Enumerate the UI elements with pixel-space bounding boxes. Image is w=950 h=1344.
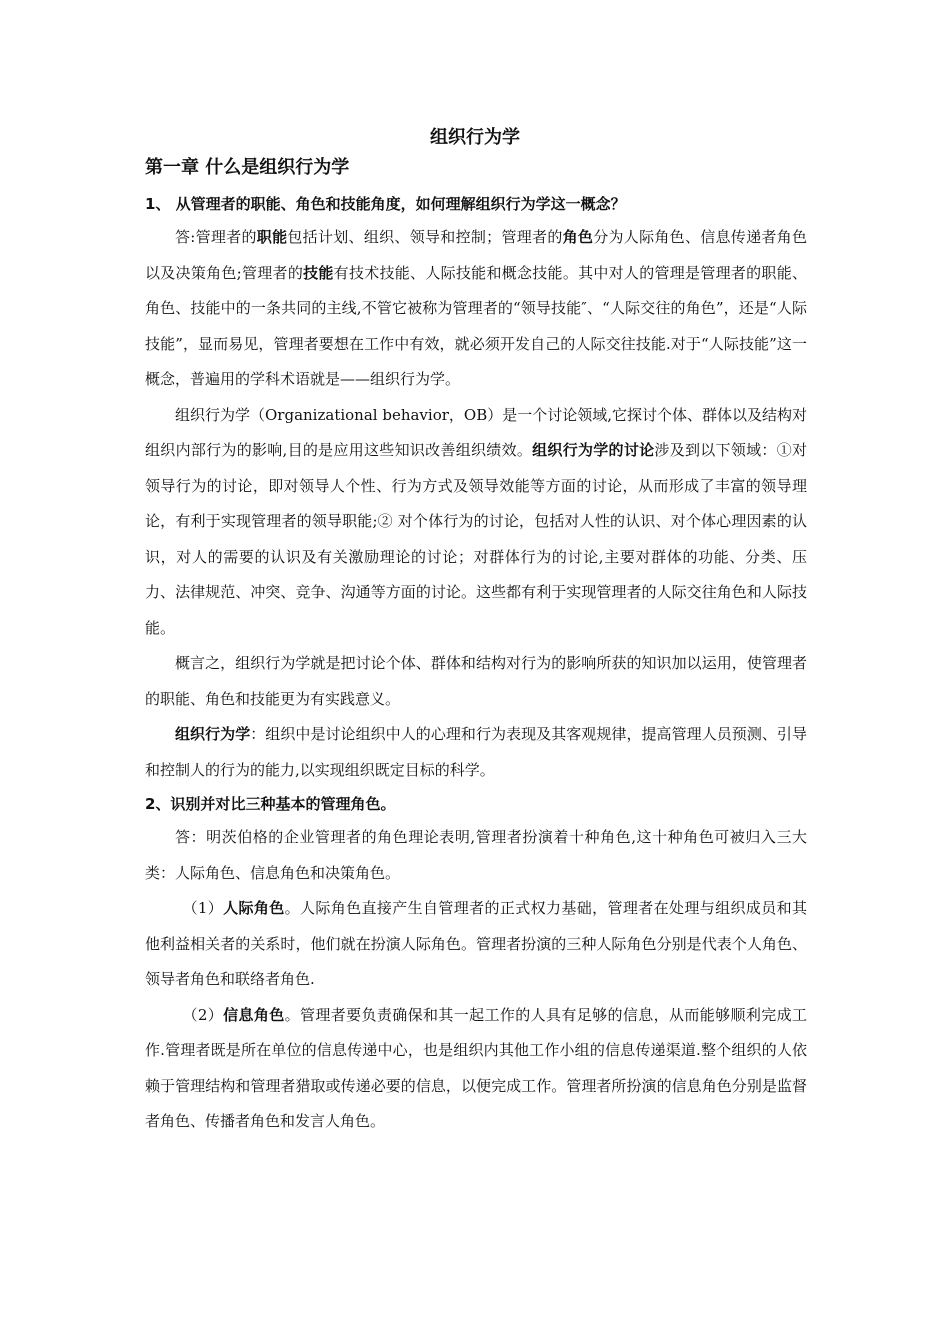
text-run: 有技术技能、人际技能和概念技能。其中对人的管理是管理者的职能、角色、技能中的一条共同的主线,不管它被称为管理者的“领导技能″、“人际交往的角色”，还是“人际技能”，显而易见，管理者要想在工作中有效，就必须开发自己的人际交往技能.对于“人际技能”这一概念，普遍用的学科术语就是——组织行为学。	[145, 263, 807, 388]
bold-term-informational-role: 信息角色	[223, 1005, 285, 1024]
document-title: 组织行为学	[430, 127, 520, 148]
q1-answer-paragraph-1	[145, 220, 807, 398]
bold-term-skills: 技能	[303, 263, 334, 282]
text-run: 涉及到以下领域：①对领导行为的讨论，即对领导人个性、行为方式及领导效能等方面的讨论，从而形成了丰富的领导理论，有利于实现管理者的领导职能;② 对个体行为的讨论，包括对人性的认识、对个体心理因素的认识，对人的需要的认识及有关激励理论的讨论；对群体行为的讨论,主要对群体的功能、分类、压力、法律规范、冲突、竞争、沟通等方面的讨论。这些都有利于实现管理者的人际交往角色和人际技能。	[145, 441, 807, 637]
chapter-title: 第一章 什么是组织行为学	[145, 157, 350, 178]
question-1-title: 1、 从管理者的职能、角色和技能角度，如何理解组织行为学这一概念？	[145, 195, 626, 213]
bold-term-functions: 职能	[256, 228, 288, 246]
q1-answer-paragraph-2	[145, 398, 807, 647]
bold-term-interpersonal-role: 人际角色	[223, 899, 285, 917]
item-number: （1）	[182, 899, 224, 917]
q2-answer-paragraph-1: 答：明茨伯格的企业管理者的角色理论表明,管理者扮演着十种角色,这十种角色可被归入三大类：人际角色、信息角色和决策角色。	[145, 828, 807, 882]
q1-answer-paragraph-3: 概言之，组织行为学就是把讨论个体、群体和结构对行为的影响所获的知识加以运用，使管理者的职能、角色和技能更为有实践意义。	[145, 654, 807, 708]
q2-informational-role-paragraph	[145, 998, 807, 1140]
bold-term-roles: 角色	[562, 228, 594, 246]
item-number: （2）	[182, 1005, 224, 1024]
q1-definition-paragraph	[145, 717, 807, 788]
q2-interpersonal-role-paragraph	[145, 891, 807, 998]
text-run: ：组织中是讨论组织中人的心理和行为表现及其客观规律，提高管理人员预测、引导和控制人的行为的能力,以实现组织既定目标的科学。	[145, 725, 807, 779]
text-run: 答:管理者的	[175, 228, 257, 246]
bold-term-ob: 组织行为学	[175, 725, 251, 743]
text-run: 分为人际角色、信息传递者角色以及决策角色;管理者的	[145, 228, 807, 282]
text-run: 包括计划、组织、领导和控制；管理者的	[287, 228, 563, 246]
document-body	[145, 188, 807, 1140]
text-run: 组织行为学（Organizational behavior，OB）是一个讨论领域,它探讨个体、群体以及结构对组织内部行为的影响,目的是应用这些知识改善组织绩效。	[145, 405, 807, 459]
question-2-title: 2、识别并对比三种基本的管理角色。	[145, 795, 396, 813]
text-run: 。管理者要负责确保和其一起工作的人具有足够的信息，从而能够顺利完成工作.管理者既是所在单位的信息传递中心，也是组织内其他工作小组的信息传递渠道.整个组织的人依赖于管理结构和管理者猎取或传递必要的信息，以便完成工作。管理者所扮演的信息角色分别是监督者角色、传播者角色和发言人角色。	[145, 1005, 807, 1130]
bold-term-ob-research: 组织行为学的讨论	[532, 441, 655, 459]
text-run: 。人际角色直接产生自管理者的正式权力基础，管理者在处理与组织成员和其他利益相关者的关系时，他们就在扮演人际角色。管理者扮演的三种人际角色分别是代表个人角色、领导者角色和联络者角色.	[145, 899, 807, 988]
